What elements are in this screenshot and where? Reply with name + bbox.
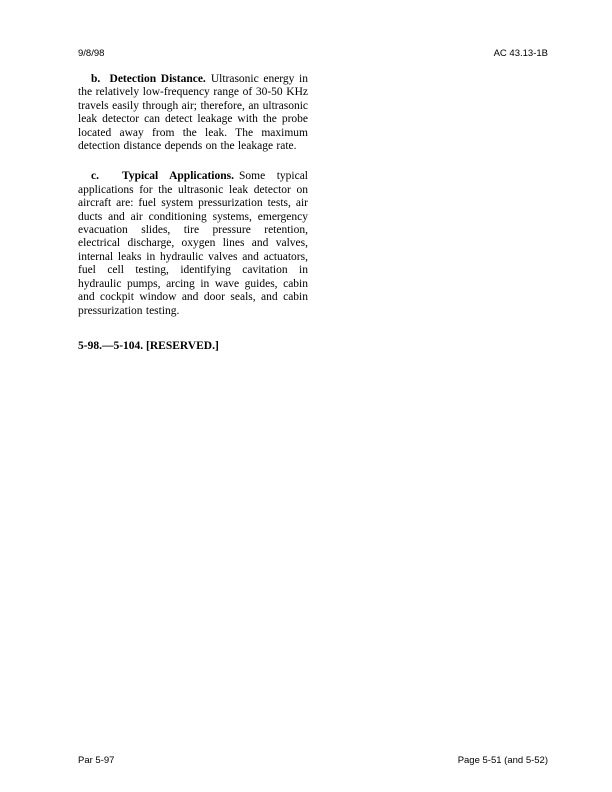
paragraph-detection-distance-heading: b. Detection Distance. [91, 73, 206, 85]
paragraph-typical-applications [78, 170, 308, 317]
reserved-paragraphs-heading: 5-98.—5-104. [RESERVED.] [78, 339, 219, 352]
footer-page-number: Page 5-51 (and 5-52) [457, 755, 548, 766]
page-footer [78, 755, 548, 766]
footer-par-reference: Par 5-97 [78, 755, 115, 766]
body-text-column [78, 73, 308, 353]
paragraph-detection-distance-text: Ultrasonic energy in the relatively low-frequency range of 30-50 KHz travels easily through air; therefore, an ultrasonic leak detector can detect leakage with the probe located away from the leak. The maximum detection distance depends on the leakage rate. [78, 73, 308, 153]
header-doc-number: AC 43.13-1B [493, 48, 548, 59]
header-date: 9/8/98 [78, 48, 105, 59]
paragraph-detection-distance [78, 73, 308, 153]
page-header [78, 48, 548, 59]
paragraph-typical-applications-heading: c. Typical Applications. [91, 170, 234, 183]
paragraph-typical-applications-text: Some typical applications for the ultrasonic leak detector on aircraft are: fuel system pressurization tests, air ducts and air conditioning systems, emergency evacuation slides, tire pressure retention, electrical discharge, oxygen lines and valves, internal leaks in hydraulic valves and actuators, fuel cell testing, identifying cavitation in hydraulic pumps, arcing in wave guides, cabin and cockpit window and door seals, and cabin pressurization testing. [78, 170, 308, 317]
